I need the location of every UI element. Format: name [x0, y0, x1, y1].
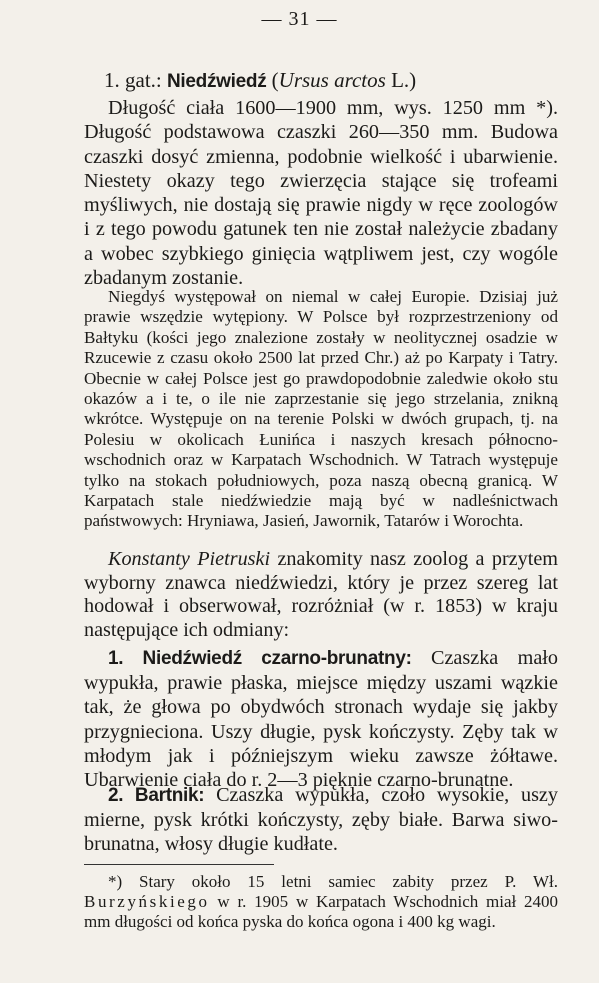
paragraph-variety-1 — [84, 646, 558, 792]
variety-1-text: Czaszka mało wypukła, prawie płaska, miejsce między uszami wązkie tak, że głowa po obydwóch stronach wydaje się jakby przygnieciona. Uszy długie, pysk kończysty. Zęby tak w młodym jak i późniejszym wieku zawsze żółtawe. Ubarwienie ciała do r. 2—3 pięknie czarno-brunatne. — [84, 647, 559, 792]
footnote — [84, 872, 558, 931]
paragraph-pietruski-text: znakomity nasz zoolog a przytem wyborny znawca niedźwiedzi, który je przez szereg lat hodował i obserwował, rozróżniał (w r. 1853) w kraju następujące ich odmiany: — [84, 548, 558, 642]
variety-2-text: Czaszka wypukła, czoło wysokie, uszy mierne, pysk krótki kończysty, zęby białe. Barwa siwo-brunatna, włosy długie kudłate. — [84, 784, 558, 856]
paragraph-variety-2 — [84, 783, 558, 857]
latin-open: ( — [271, 68, 279, 92]
footnote-text: w r. 1905 w Karpatach Wschodnich miał 2400 mm długości od końca pyska do końca ogona i 400 kg wagi. — [84, 891, 558, 931]
genus-number: 1. gat.: — [104, 68, 162, 92]
author-name: Konstanty Pietruski — [108, 548, 271, 570]
variety-2-label: 2. Bartnik: — [108, 785, 205, 806]
latin-name: Ursus arctos — [278, 68, 386, 92]
footnote-intro: *) Stary około 15 letni samiec zabity przez P. Wł. — [108, 872, 558, 891]
page-number: — 31 — — [261, 8, 338, 30]
species-heading — [104, 66, 544, 96]
latin-author: L.) — [391, 68, 417, 92]
paragraph-measurements: Długość ciała 1600—1900 mm, wys. 1250 mm *). Długość podstawowa czaszki 260—350 mm. Budowa czaszki dosyć zmienna, podobnie wielkość i ubarwienie. Niestety okazy tego zwierzęcia stające się trofeami myśliwych, nie dostają się prawie nigdy w ręce zoologów i z tego powodu gatunek ten nie został należycie zbadany a wobec szybkiego ginięcia wątpliwem jest, czy wogóle zbadanym zostanie. — [84, 97, 558, 290]
footnote-author: Burzyńskiego — [84, 891, 210, 911]
variety-1-label: 1. Niedźwiedź czarno-brunatny: — [108, 648, 412, 669]
footnote-divider — [84, 864, 274, 865]
paragraph-distribution: Niegdyś występował on niemal w całej Europie. Dzisiaj już prawie wszędzie wytępiony. W Polsce był rozprzestrzeniony od Bałtyku (kości jego znalezione zostały w neolitycznej osadzie w Rzucewie z czasu około 2500 lat przed Chr.) aż po Karpaty i Tatry. Obecnie w całej Polsce jest go prawdopodobnie zaledwie około stu okazów a i te, o ile nie zaprzestanie się jego strzelania, znikną wkrótce. Występuje on na terenie Polski w dwóch grupach, tj. na Polesiu w okolicach Łunińca i naszych kresach północno-wschodnich oraz w Karpatach Wschodnich. W Tatrach występuje tylko na stokach południowych, poza naszą obecną granicą. W Karpatach stale niedźwiedzie mają być w nadleśnictwach państwowych: Hryniawa, Jasień, Jawornik, Tatarów i Worochta. — [84, 287, 558, 531]
species-name: Niedźwiedź — [167, 71, 267, 92]
paragraph-pietruski — [84, 548, 558, 643]
